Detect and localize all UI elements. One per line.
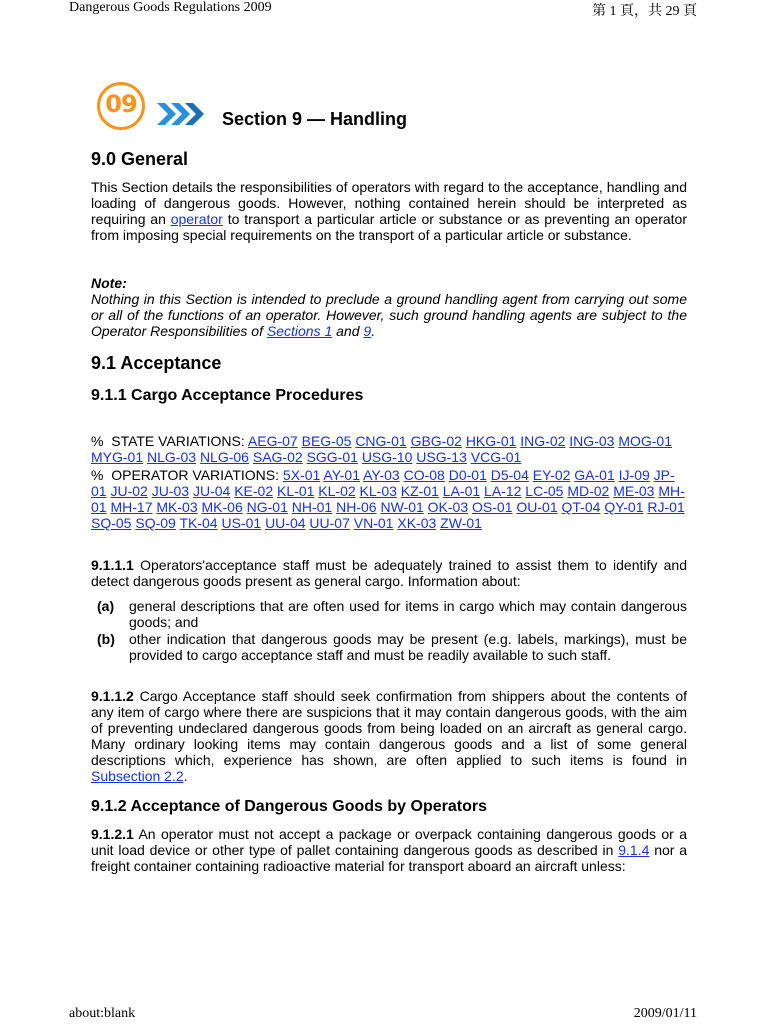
variation-code-link[interactable]: EY-02: [532, 467, 571, 483]
subsection-2-2-link[interactable]: Subsection 2.2: [91, 768, 184, 784]
variation-code-link[interactable]: JU-03: [151, 483, 190, 499]
header-page: 第 1 頁，共 29 頁: [592, 4, 697, 19]
variation-code-link[interactable]: NH-01: [291, 499, 333, 515]
variation-code-link[interactable]: MYG-01: [91, 449, 144, 465]
variation-code-link[interactable]: LC-05: [525, 483, 564, 499]
variation-code-link[interactable]: NLG-06: [199, 449, 249, 465]
paragraph-end: .: [183, 768, 188, 784]
paragraph-9-1-1-2: [91, 688, 687, 784]
variation-code-link[interactable]: QT-04: [561, 499, 601, 515]
list-item: [97, 598, 687, 630]
variation-code-link[interactable]: UU-07: [309, 515, 350, 531]
percent-marker-icon: %: [91, 467, 112, 483]
variation-code-link[interactable]: USG-10: [361, 449, 413, 465]
variation-code-link[interactable]: JP-01: [91, 467, 675, 499]
paragraph-number: 9.1.2.1: [91, 826, 134, 842]
variation-code-link[interactable]: KE-02: [234, 483, 274, 499]
note-end: .: [371, 323, 376, 339]
variation-code-link[interactable]: D5-04: [490, 467, 529, 483]
acceptance-by-operators-heading: 9.1.2 Acceptance of Dangerous Goods by Operators: [91, 798, 487, 815]
variation-code-link[interactable]: AY-03: [363, 467, 400, 483]
variation-code-link[interactable]: QY-01: [604, 499, 644, 515]
variation-code-link[interactable]: IJ-09: [618, 467, 650, 483]
section-title: Section 9 — Handling: [222, 109, 408, 129]
variation-code-link[interactable]: NG-01: [246, 499, 288, 515]
variation-code-link[interactable]: SGG-01: [306, 449, 358, 465]
cargo-acceptance-heading: 9.1.1 Cargo Acceptance Procedures: [91, 387, 364, 404]
variation-code-link[interactable]: CO-08: [403, 467, 445, 483]
variation-code-link[interactable]: JU-02: [110, 483, 148, 499]
header-title: Dangerous Goods Regulations 2009: [69, 0, 272, 15]
paragraph-9-1-2-1: [91, 826, 687, 874]
variation-code-link[interactable]: KL-03: [359, 483, 397, 499]
variation-code-link[interactable]: NW-01: [380, 499, 424, 515]
variation-code-link[interactable]: CNG-01: [355, 433, 407, 449]
footer-date: 2009/01/11: [633, 1006, 697, 1021]
variation-code-link[interactable]: MOG-01: [618, 433, 672, 449]
variation-code-link[interactable]: MD-02: [567, 483, 610, 499]
variation-code-link[interactable]: ING-02: [520, 433, 566, 449]
sections-1-link[interactable]: Sections 1: [266, 323, 333, 339]
state-variations-label: STATE VARIATIONS:: [111, 433, 245, 449]
operator-link[interactable]: operator: [170, 211, 223, 227]
general-text-2: to transport a particular article or substance or as preventing an operator from imposing special requirements on the transport of a particular article or substance.: [91, 211, 687, 243]
section-badge-number: 09: [105, 90, 137, 118]
variation-code-link[interactable]: VN-01: [353, 515, 394, 531]
variation-code-link[interactable]: OS-01: [472, 499, 513, 515]
general-heading: 9.0 General: [91, 149, 189, 169]
acceptance-heading: 9.1 Acceptance: [91, 353, 222, 373]
list-item: [97, 631, 687, 663]
page-footer: [69, 1006, 697, 1022]
list-item-text: general descriptions that are often used for items in cargo which may contain dangerous goods; and: [129, 598, 687, 630]
variation-code-link[interactable]: D0-01: [448, 467, 487, 483]
state-variations: [91, 433, 687, 465]
variation-code-link[interactable]: ING-03: [569, 433, 615, 449]
paragraph-text-2: nor a freight container containing radioactive material for transport aboard an aircraft unless:: [91, 842, 688, 874]
section-9-link[interactable]: 9: [363, 323, 372, 339]
general-text-1: This Section details the responsibilities of operators with regard to the acceptance, handling and loading of dangerous goods. However, nothing contained herein should be interpreted as requiring an: [91, 179, 687, 227]
paragraph-number: 9.1.1.2: [91, 688, 134, 704]
variation-code-link[interactable]: 5X-01: [282, 467, 321, 483]
note-text: [91, 291, 687, 339]
paragraph-text: Cargo Acceptance staff should seek confirmation from shippers about the contents of any item of cargo where there are suspicions that it may contain dangerous goods, with the aim of preventing undeclared dangerous goods from being loaded on an aircraft as general cargo. Many ordinary looking items may contain dangerous goods and a list of some general descriptions which, experience has shown, are often applied to such items is found in: [91, 688, 687, 768]
list-item-label: (b): [97, 631, 115, 647]
variation-code-link[interactable]: JU-04: [192, 483, 231, 499]
variation-code-link[interactable]: MK-03: [156, 499, 198, 515]
paragraph-text: Operators'acceptance staff must be adequately trained to assist them to identify and detect dangerous goods present as general cargo. Information about:: [91, 557, 688, 589]
paragraph-text-1: An operator must not accept a package or overpack containing dangerous goods or a unit load device or other type of pallet containing dangerous goods as described in: [91, 826, 687, 858]
variation-code-link[interactable]: ZW-01: [440, 515, 482, 531]
variation-code-link[interactable]: SQ-09: [135, 515, 176, 531]
variation-code-link[interactable]: NLG-03: [147, 449, 197, 465]
footer-url: about:blank: [69, 1006, 136, 1021]
variation-code-link[interactable]: XK-03: [397, 515, 437, 531]
operator-variations: [91, 467, 687, 531]
variation-code-link[interactable]: ME-03: [613, 483, 655, 499]
note-block: [91, 275, 687, 339]
percent-marker-icon: %: [91, 433, 112, 449]
variation-code-link[interactable]: NH-06: [336, 499, 377, 515]
variation-code-link[interactable]: RJ-01: [647, 499, 685, 515]
section-heading: [97, 82, 657, 138]
variation-code-link[interactable]: HKG-01: [465, 433, 517, 449]
variation-code-link[interactable]: USG-13: [416, 449, 467, 465]
note-label: Note:: [91, 275, 127, 291]
variation-code-link[interactable]: BEG-05: [301, 433, 352, 449]
variation-code-link[interactable]: LA-01: [442, 483, 481, 499]
section-badge-icon: [97, 82, 145, 130]
variation-code-link[interactable]: MK-06: [201, 499, 243, 515]
double-chevron-icon: [157, 103, 207, 125]
variation-code-link[interactable]: SAG-02: [252, 449, 303, 465]
variation-code-link[interactable]: GBG-02: [410, 433, 462, 449]
operator-variations-label: OPERATOR VARIATIONS:: [111, 467, 280, 483]
variation-code-link[interactable]: KL-02: [318, 483, 356, 499]
page-header: [69, 0, 697, 20]
paragraph-number: 9.1.1.1: [91, 557, 134, 573]
variation-code-link[interactable]: LA-12: [484, 483, 522, 499]
variation-code-link[interactable]: US-01: [221, 515, 262, 531]
general-paragraph: [91, 179, 687, 243]
list-item-text: other indication that dangerous goods may be present (e.g. labels, markings), must be provided to cargo acceptance staff and must be readily available to such staff.: [129, 631, 687, 663]
list-item-label: (a): [97, 598, 115, 614]
note-and: and: [336, 323, 360, 339]
variation-code-link[interactable]: MH-17: [110, 499, 153, 515]
note-body: Nothing in this Section is intended to preclude a ground handling agent from carrying out some or all of the functions of an operator. However, such ground handling agents are subject to the Operator Responsibilities of: [91, 291, 687, 339]
variation-code-link[interactable]: KL-01: [277, 483, 315, 499]
variation-code-link[interactable]: OU-01: [516, 499, 558, 515]
variation-code-link[interactable]: SQ-05: [91, 515, 132, 531]
variation-code-link[interactable]: OK-03: [427, 499, 469, 515]
variation-code-link[interactable]: MH-01: [91, 483, 685, 515]
ref-9-1-4-link[interactable]: 9.1.4: [618, 842, 650, 858]
variation-code-link[interactable]: AY-01: [323, 467, 360, 483]
variation-code-link[interactable]: KZ-01: [400, 483, 439, 499]
variation-code-link[interactable]: VCG-01: [470, 449, 522, 465]
paragraph-9-1-1-1: [91, 557, 687, 589]
variation-code-link[interactable]: TK-04: [179, 515, 218, 531]
variation-code-link[interactable]: UU-04: [265, 515, 306, 531]
variation-code-link[interactable]: AEG-07: [247, 433, 298, 449]
variation-code-link[interactable]: GA-01: [574, 467, 615, 483]
